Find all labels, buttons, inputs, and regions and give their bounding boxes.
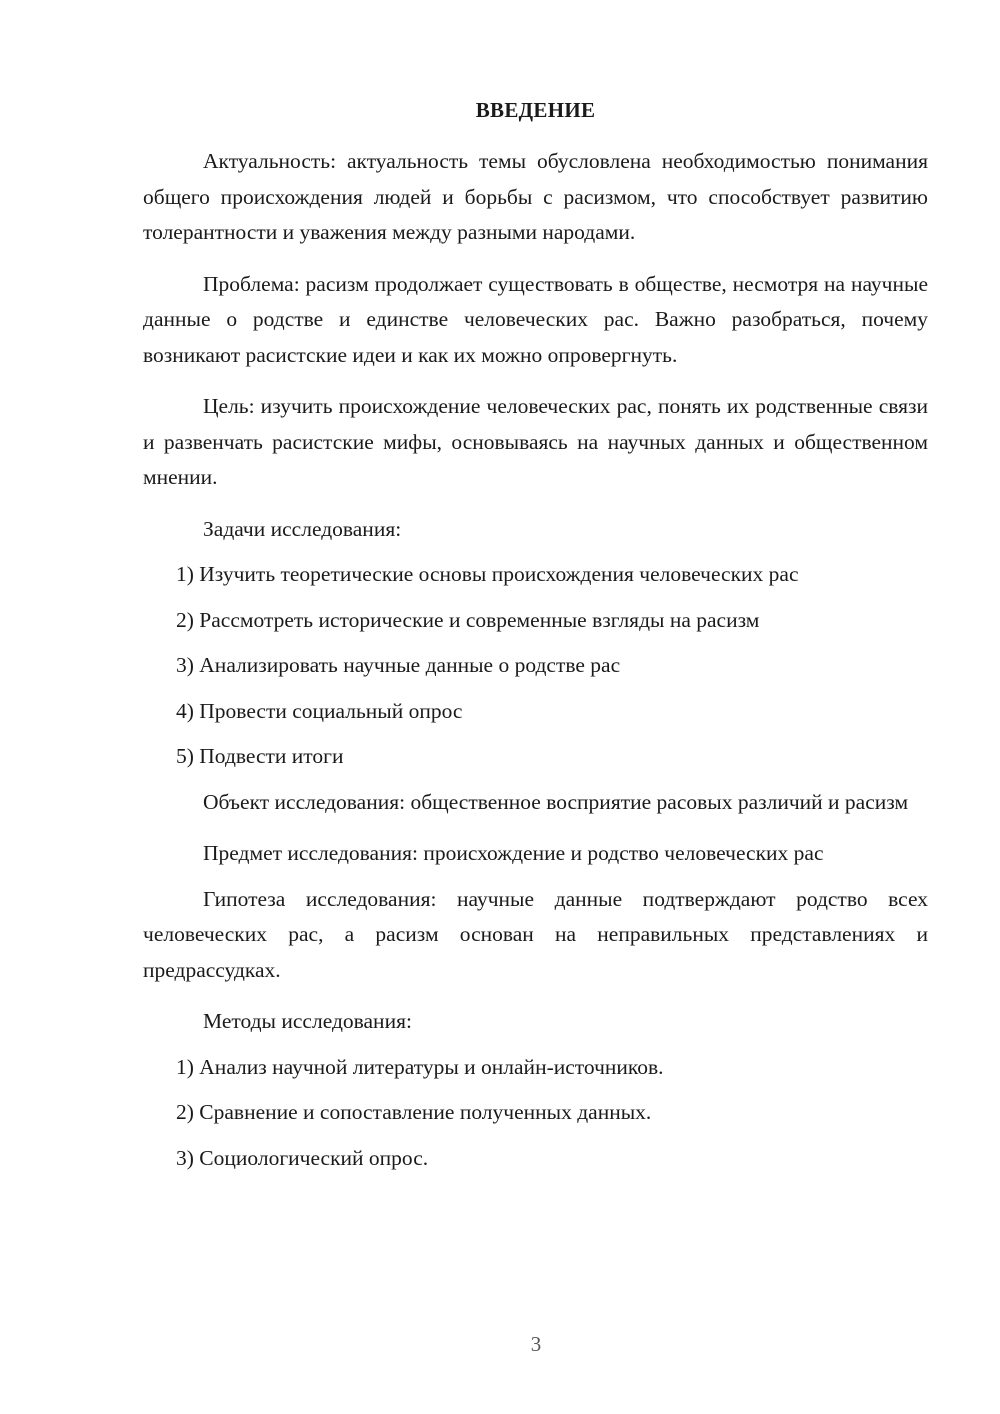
page-number: 3 [530, 1332, 542, 1356]
goal-paragraph: Цель: изучить происхождение человеческих рас, понять их родственные связи и развенчать расистские мифы, основываясь на научных данных и общественном мнении. [143, 394, 928, 489]
subject-line: Предмет исследования: происхождение и родство человеческих рас [203, 841, 824, 865]
method-item: 3) Социологический опрос. [176, 1145, 429, 1170]
method-item: 2) Сравнение и сопоставление полученных данных. [176, 1100, 652, 1124]
object-paragraph: Объект исследования: общественное восприятие расовых различий и расизм [203, 789, 909, 814]
task-item: 5) Подвести итоги [176, 744, 344, 768]
methods-title: Методы исследования: [203, 1009, 412, 1033]
relevance-paragraph: Актуальность: актуальность темы обусловлена необходимостью понимания общего происхождения людей и борьбы с расизмом, что способствует развитию толерантности и уважения между разными народами. [143, 149, 928, 244]
hypothesis-paragraph: Гипотеза исследования: научные данные подтверждают родство всех человеческих рас, а расизм основан на неправильных представлениях и предрассудках. [143, 886, 928, 982]
tasks-title: Задачи исследования: [203, 516, 402, 541]
task-item: 3) Анализировать научные данные о родстве рас [176, 653, 621, 677]
document-page [143, 94, 928, 1186]
task-item: 1) Изучить теоретические основы происхождения человеческих рас [176, 562, 799, 586]
task-item: 2) Рассмотреть исторические и современные взгляды на расизм [176, 607, 760, 632]
method-item: 1) Анализ научной литературы и онлайн-источников. [176, 1054, 664, 1079]
problem-paragraph: Проблема: расизм продолжает существовать в обществе, несмотря на научные данные о родстве и единстве человеческих рас. Важно разобраться, почему возникают расистские идеи и как их можно опровергнуть. [143, 271, 928, 367]
section-heading: ВВЕДЕНИЕ [475, 98, 596, 122]
task-item: 4) Провести социальный опрос [176, 698, 463, 723]
